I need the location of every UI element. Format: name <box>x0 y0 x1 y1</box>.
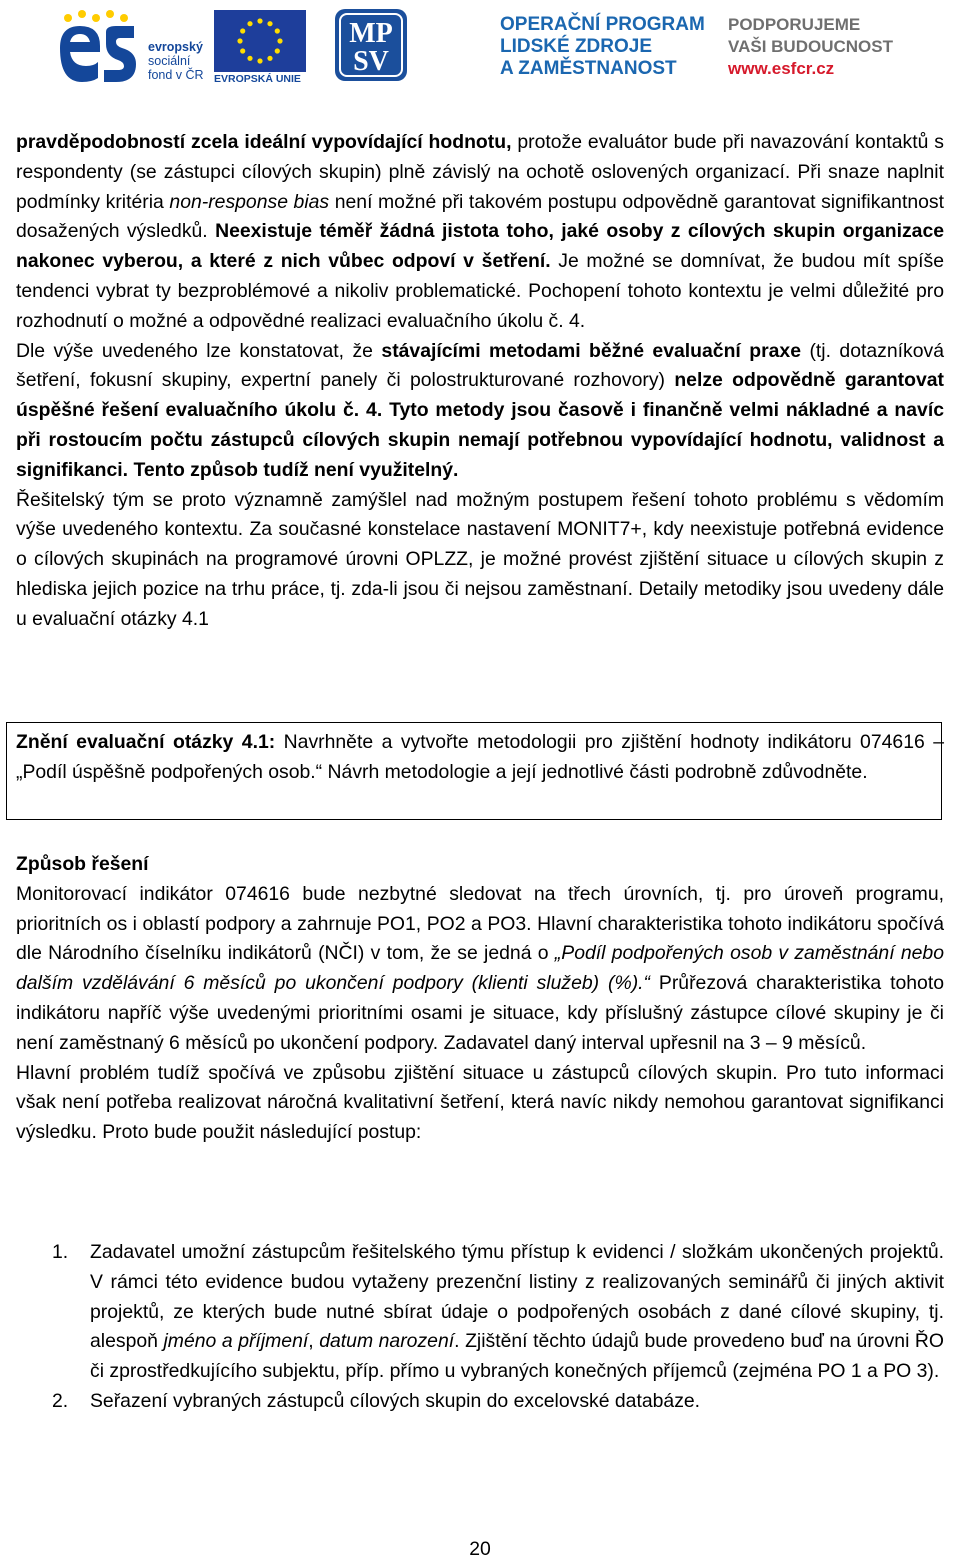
paragraph-1 <box>16 128 944 337</box>
bold-span: Neexistuje téměř žádná jistota toho, jaké osoby z cílových skupin organizace nakonec vyberou, a které z nich vůbec odpoví v šetření. <box>16 220 945 273</box>
op-line: OPERAČNÍ PROGRAM <box>500 14 705 35</box>
esf-url-link[interactable]: www.esfcr.cz <box>728 59 835 78</box>
support-slogan <box>728 14 893 80</box>
mpsv-text-top: MP <box>349 18 393 49</box>
esf-logo-text <box>148 40 204 82</box>
list-item <box>52 1238 944 1387</box>
italic-span: datum narození <box>319 1330 455 1353</box>
mpsv-logo <box>334 8 408 82</box>
mpsv-text-bottom: SV <box>353 46 389 77</box>
question-text <box>16 728 944 788</box>
op-line: LIDSKÉ ZDROJE <box>500 36 653 57</box>
eu-label: EVROPSKÁ UNIE <box>214 73 301 85</box>
text-span: Průřezová charakteristika tohoto indikátoru napříč výše uvedenými prioritními osami je situace, kdy příslušný zástupce cílové skupiny je či není zaměstnaný 6 měsíců po ukončení podpory. Zadavatel daný interval upřesnil na 3 – 9 měsíců. <box>16 972 944 1054</box>
list-number: 2. <box>52 1389 69 1412</box>
bold-span: stávajícími metodami běžné evaluační praxe <box>381 339 801 362</box>
list-item <box>52 1387 944 1417</box>
eu-logo <box>214 10 306 90</box>
page-header <box>0 0 960 92</box>
section-paragraph-2: Hlavní problém tudíž spočívá ve způsobu zjištění situace u zástupců cílových skupin. Pro tuto informaci však není potřeba realizovat náročná kvalitativní šetření, která navíc nikdy nemohou garantovat signifikanci výsledku. Proto bude použit následující postup: <box>16 1061 944 1144</box>
esf-text-line: sociální <box>148 54 191 68</box>
text-span: Monitorovací indikátor 074616 bude nezbytné sledovat na třech úrovních, tj. pro úroveň programu, prioritních os i oblastí podpory a zahrnuje PO1, PO2 a PO3. Hlavní charakteristika tohoto indikátoru spočívá dle Národního číselníku indikátorů (NČI) v tom, že se jedná o <box>16 882 944 965</box>
text-span: Dle výše uvedeného lze konstatovat, že <box>16 339 382 362</box>
paragraph-3: Řešitelský tým se proto významně zamýšlel nad možným postupem řešení tohoto problému s vědomím výše uvedeného kontextu. Za současné konstelace nastavení MONIT7+, kdy neexistuje potřebná evidence o cílových skupinách na programové úrovni OPLZZ, je možné provést zjištění situace u cílových skupin z hlediska jejich pozice na trhu práce, tj. zda-li jsou či nejsou zaměstnaní. Detaily metodiky jsou uvedeny dále u evaluační otázky 4.1 <box>16 488 944 630</box>
italic-span: jméno a příjmení <box>163 1330 309 1353</box>
op-logo-text <box>500 14 705 80</box>
text-span: není možné při takovém postupu odpovědně garantovat signifikantnost dosažených výsledků. <box>16 190 944 243</box>
section-heading: Způsob řešení <box>16 853 149 875</box>
text-span: . Zjištění těchto údajů bude provedeno buď na úrovni ŘO či zprostředkujícího subjektu, příp. přímo u vybraných konečných příjemců (zejména PO 1 a PO 3). <box>90 1330 945 1383</box>
esf-logo <box>56 8 148 84</box>
eu-flag-icon <box>214 10 306 72</box>
list-number: 1. <box>52 1241 69 1263</box>
italic-span: non-response bias <box>169 190 330 213</box>
text-span: Seřazení vybraných zástupců cílových skupin do excelovské databáze. <box>90 1389 701 1412</box>
solution-section <box>16 850 944 1148</box>
procedure-list <box>52 1238 944 1417</box>
slogan-line: VAŠI BUDOUCNOST <box>728 37 893 56</box>
question-body: Navrhněte a vytvořte metodologii pro zjištění hodnoty indikátoru 074616 – „Podíl úspěšně podpořených osob.“ Návrh metodologie a její jednotlivé části podrobně zdůvodněte. <box>16 731 945 783</box>
page-number: 20 <box>469 1538 491 1560</box>
text-span: Zadavatel umožní zástupcům řešitelského týmu přístup k evidenci / složkám ukončených projektů. V rámci této evidence budou vytaženy prezenční listiny z realizovaných seminářů či jiných aktivit projektů, ze kterých bude nutné sbírat údaje o podpořených osobách z dané cílové skupiny, tj. alespoň <box>90 1241 944 1353</box>
text-span: , <box>308 1330 320 1353</box>
italic-span: „Podíl podpořených osob v zaměstnání nebo dalším vzdělávání 6 měsíců po ukončení podpory (klienti služeb) (%).“ <box>16 942 944 995</box>
esf-text-line: fond v ČR <box>148 68 204 82</box>
text-span: (tj. dotazníková šetření, fokusní skupiny, expertní panely či polostrukturované rozhovory) <box>16 339 944 392</box>
bold-span: nelze odpovědně garantovat úspěšné řešení evaluačního úkolu č. 4. Tyto metody jsou časově i finančně velmi nákladné a navíc při rostoucím počtu zástupců cílových skupin nemají potřebnou vypovídající hodnotu, validnost a signifikanci. Tento způsob tudíž není využitelný. <box>16 369 944 481</box>
esf-text-line: evropský <box>148 40 203 54</box>
section-paragraph-1 <box>16 880 944 1059</box>
slogan-line: PODPORUJEME <box>728 15 861 34</box>
bold-span: pravděpodobností zcela ideální vypovídající hodnotu, <box>16 131 512 153</box>
text-span: protože evaluátor bude při navazování kontaktů s respondenty (se zástupci cílových skupin) plně závislý na ochotě oslovených organizací. Při snaze naplnit podmínky kritéria <box>16 131 944 213</box>
op-line: A ZAMĚSTNANOST <box>500 58 677 79</box>
paragraph-2 <box>16 337 944 486</box>
question-label: Znění evaluační otázky 4.1: <box>16 731 276 753</box>
text-span: Je možné se domnívat, že budou mít spíše tendenci vybrat ty bezproblémové a nikoliv problematické. Pochopení tohoto kontextu je velmi důležité pro rozhodnutí o možné a odpovědné realizaci evaluačního úkolu č. 4. <box>16 250 944 332</box>
body-text <box>16 128 944 635</box>
